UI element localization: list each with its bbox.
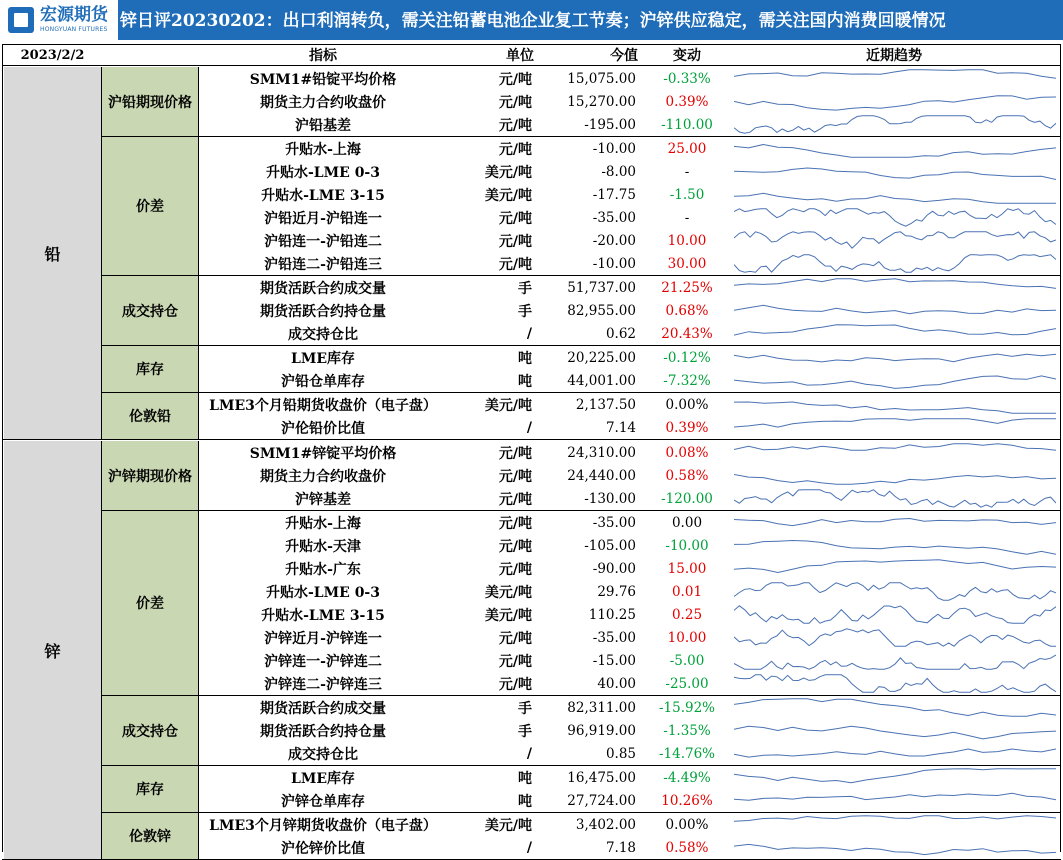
change-value: - bbox=[684, 163, 690, 180]
group-label: 成交持仓 bbox=[102, 696, 198, 765]
current-value: -10.00 bbox=[592, 140, 636, 157]
trend-sparkline bbox=[734, 416, 1056, 439]
trend-sparkline bbox=[734, 603, 1056, 626]
header-trend: 近期趋势 bbox=[866, 48, 922, 64]
metal-column-divider bbox=[101, 441, 102, 859]
current-value: -105.00 bbox=[584, 537, 636, 554]
trend-line bbox=[734, 749, 1056, 757]
unit-label: 吨 bbox=[518, 770, 532, 787]
unit-label: 元/吨 bbox=[498, 445, 532, 462]
current-value: 40.00 bbox=[597, 675, 636, 692]
indicator-name: 沪伦铅价比值 bbox=[281, 420, 365, 437]
unit-label: 美元/吨 bbox=[484, 397, 532, 414]
trend-sparkline bbox=[734, 742, 1056, 765]
indicator-name: LME3个月锌期货收盘价（电子盘） bbox=[209, 817, 437, 834]
change-value: -10.00 bbox=[665, 537, 709, 554]
current-value: -10.00 bbox=[592, 255, 636, 272]
indicator-name: SMM1#铅锭平均价格 bbox=[249, 71, 397, 88]
unit-label: 元/吨 bbox=[498, 94, 532, 111]
unit-label: 元/吨 bbox=[498, 117, 532, 134]
group-label: 成交持仓 bbox=[102, 276, 198, 345]
current-value: -15.00 bbox=[592, 652, 636, 669]
current-value: -35.00 bbox=[592, 514, 636, 531]
trend-line bbox=[734, 279, 1056, 289]
trend-line bbox=[734, 168, 1056, 180]
indicator-name: 升贴水-天津 bbox=[285, 538, 361, 555]
current-value: 24,440.00 bbox=[567, 467, 636, 484]
change-value: 0.39% bbox=[665, 93, 709, 110]
trend-sparkline bbox=[734, 137, 1056, 160]
trend-sparkline bbox=[734, 299, 1056, 322]
change-value: 10.26% bbox=[661, 792, 713, 809]
unit-label: 元/吨 bbox=[498, 468, 532, 485]
trend-line bbox=[734, 419, 1056, 427]
trend-sparkline bbox=[734, 557, 1056, 580]
trend-line bbox=[734, 629, 1056, 646]
trend-line bbox=[734, 70, 1056, 79]
current-value: 51,737.00 bbox=[567, 279, 636, 296]
change-value: 21.25% bbox=[661, 279, 713, 296]
trend-sparkline bbox=[734, 369, 1056, 392]
trend-sparkline bbox=[734, 276, 1056, 299]
change-value: -7.32% bbox=[663, 372, 711, 389]
unit-label: 美元/吨 bbox=[484, 817, 532, 834]
change-value: 0.68% bbox=[665, 302, 709, 319]
change-value: 0.25 bbox=[671, 606, 703, 623]
current-value: 7.14 bbox=[605, 419, 636, 436]
change-value: - bbox=[684, 209, 690, 226]
indicator-name: 沪铅仓单库存 bbox=[281, 373, 365, 390]
change-value: -0.12% bbox=[663, 349, 711, 366]
unit-label: 元/吨 bbox=[498, 515, 532, 532]
trend-line bbox=[734, 232, 1056, 248]
trend-line bbox=[734, 402, 1056, 413]
trend-sparkline bbox=[734, 464, 1056, 487]
current-value: 0.62 bbox=[605, 325, 636, 342]
trend-line bbox=[734, 726, 1056, 739]
change-value: 20.43% bbox=[661, 325, 713, 342]
trend-line bbox=[734, 844, 1056, 854]
trend-line bbox=[734, 560, 1056, 573]
trend-sparkline bbox=[734, 183, 1056, 206]
change-value: 0.58% bbox=[665, 467, 709, 484]
trend-line bbox=[734, 541, 1056, 555]
unit-label: / bbox=[526, 745, 532, 762]
indicator-name: 沪锌基差 bbox=[295, 491, 351, 508]
trend-line bbox=[734, 376, 1056, 389]
metal-label-zinc: 锌 bbox=[44, 642, 61, 661]
group-label: 沪铅期现价格 bbox=[102, 67, 198, 136]
trend-sparkline bbox=[734, 113, 1056, 136]
trend-line bbox=[734, 490, 1056, 507]
current-value: 27,724.00 bbox=[567, 792, 636, 809]
change-value: -5.00 bbox=[669, 652, 705, 669]
metal-block-divider bbox=[2, 439, 1061, 440]
trend-sparkline bbox=[734, 90, 1056, 113]
trend-sparkline bbox=[734, 719, 1056, 742]
current-value: -8.00 bbox=[601, 163, 636, 180]
unit-label: 元/吨 bbox=[498, 210, 532, 227]
current-value: 44,001.00 bbox=[567, 372, 636, 389]
change-value: 25.00 bbox=[667, 140, 707, 157]
trend-sparkline bbox=[734, 696, 1056, 719]
trend-sparkline bbox=[734, 206, 1056, 229]
indicator-name: 期货主力合约收盘价 bbox=[260, 94, 386, 111]
change-value: 0.00 bbox=[671, 514, 703, 531]
change-value: 0.39% bbox=[665, 419, 709, 436]
header-bottom-border bbox=[2, 65, 1061, 66]
trend-line bbox=[734, 96, 1056, 110]
change-value: -15.92% bbox=[658, 699, 716, 716]
trend-line bbox=[734, 193, 1056, 203]
indicator-name: SMM1#锌锭平均价格 bbox=[249, 445, 397, 462]
current-value: 16,475.00 bbox=[567, 769, 636, 786]
indicator-name: 沪铅连一-沪铅连二 bbox=[264, 233, 382, 250]
unit-label: 吨 bbox=[518, 350, 532, 367]
change-value: -110.00 bbox=[661, 116, 713, 133]
current-value: 96,919.00 bbox=[567, 722, 636, 739]
header-unit: 单位 bbox=[506, 48, 534, 64]
trend-sparkline bbox=[734, 487, 1056, 510]
indicator-name: 升贴水-LME 0-3 bbox=[266, 584, 380, 601]
trend-sparkline bbox=[734, 441, 1056, 464]
unit-label: 吨 bbox=[518, 793, 532, 810]
trend-line bbox=[734, 255, 1056, 272]
indicator-name: 沪铅近月-沪铅连一 bbox=[264, 210, 382, 227]
change-value: -25.00 bbox=[665, 675, 709, 692]
current-value: 7.18 bbox=[605, 839, 636, 856]
trend-line bbox=[734, 675, 1056, 692]
unit-label: 元/吨 bbox=[498, 71, 532, 88]
current-value: 3,402.00 bbox=[575, 816, 636, 833]
trend-line bbox=[734, 769, 1056, 783]
current-value: -17.75 bbox=[592, 186, 636, 203]
unit-label: 元/吨 bbox=[498, 538, 532, 555]
change-value: 0.08% bbox=[665, 444, 709, 461]
indicator-name: 沪锌连一-沪锌连二 bbox=[264, 653, 382, 670]
unit-label: 美元/吨 bbox=[484, 187, 532, 204]
current-value: 0.85 bbox=[605, 745, 636, 762]
current-value: 29.76 bbox=[597, 583, 636, 600]
unit-label: 手 bbox=[518, 280, 532, 297]
trend-sparkline bbox=[734, 672, 1056, 695]
change-value: 10.00 bbox=[667, 629, 707, 646]
header-change: 变动 bbox=[673, 48, 701, 64]
trend-sparkline bbox=[734, 836, 1056, 859]
current-value: 15,270.00 bbox=[567, 93, 636, 110]
group-label: 伦敦锌 bbox=[102, 813, 198, 859]
indicator-name: 升贴水-广东 bbox=[285, 561, 361, 578]
trend-sparkline bbox=[734, 626, 1056, 649]
indicator-name: 沪锌仓单库存 bbox=[281, 793, 365, 810]
change-value: 15.00 bbox=[667, 560, 707, 577]
change-value: -120.00 bbox=[661, 490, 713, 507]
group-column-divider bbox=[198, 441, 199, 859]
table-right-border bbox=[1060, 44, 1061, 852]
indicator-name: 沪铅连二-沪铅连三 bbox=[264, 256, 382, 273]
trend-sparkline bbox=[734, 346, 1056, 369]
trend-sparkline bbox=[734, 813, 1056, 836]
unit-label: 吨 bbox=[518, 373, 532, 390]
indicator-name: 升贴水-上海 bbox=[285, 515, 361, 532]
logo-english-text: HONGYUAN FUTURES bbox=[40, 26, 108, 33]
unit-label: 元/吨 bbox=[498, 676, 532, 693]
group-label: 库存 bbox=[102, 346, 198, 392]
indicator-name: 沪伦锌价比值 bbox=[281, 840, 365, 857]
header-value: 今值 bbox=[610, 48, 638, 64]
indicator-name: 成交持仓比 bbox=[288, 746, 358, 763]
unit-label: / bbox=[526, 419, 532, 436]
current-value: -90.00 bbox=[592, 560, 636, 577]
current-value: 82,311.00 bbox=[567, 699, 636, 716]
trend-sparkline bbox=[734, 649, 1056, 672]
indicator-name: LME3个月铅期货收盘价（电子盘） bbox=[209, 397, 437, 414]
trend-line bbox=[734, 816, 1056, 821]
trend-sparkline bbox=[734, 511, 1056, 534]
change-value: -0.33% bbox=[663, 70, 711, 87]
unit-label: 美元/吨 bbox=[484, 164, 532, 181]
trend-sparkline bbox=[734, 393, 1056, 416]
indicator-name: LME库存 bbox=[290, 350, 355, 367]
header-indicator: 指标 bbox=[309, 48, 337, 64]
trend-line bbox=[734, 655, 1056, 669]
unit-label: / bbox=[526, 325, 532, 342]
trend-line bbox=[734, 475, 1056, 485]
unit-label: 美元/吨 bbox=[484, 584, 532, 601]
trend-line bbox=[734, 699, 1056, 716]
unit-label: 手 bbox=[518, 303, 532, 320]
indicator-name: 成交持仓比 bbox=[288, 326, 358, 343]
current-value: -195.00 bbox=[584, 116, 636, 133]
indicator-name: 沪铅基差 bbox=[295, 117, 351, 134]
trend-sparkline bbox=[734, 322, 1056, 345]
indicator-name: 期货活跃合约持仓量 bbox=[260, 303, 386, 320]
change-value: 0.58% bbox=[665, 839, 709, 856]
report-title: 锌日评20230202：出口利润转负，需关注铅蓄电池企业复工节奏；沪锌供应稳定，需关注国内消费回暖情况 bbox=[120, 11, 946, 31]
unit-label: 元/吨 bbox=[498, 233, 532, 250]
group-label: 价差 bbox=[102, 511, 198, 695]
trend-line bbox=[734, 606, 1056, 623]
trend-line bbox=[734, 305, 1056, 314]
current-value: 82,955.00 bbox=[567, 302, 636, 319]
unit-label: 手 bbox=[518, 723, 532, 740]
trend-sparkline bbox=[734, 580, 1056, 603]
change-value: 10.00 bbox=[667, 232, 707, 249]
trend-line bbox=[734, 793, 1056, 800]
unit-label: 美元/吨 bbox=[484, 607, 532, 624]
trend-line bbox=[734, 209, 1056, 226]
change-value: 0.00% bbox=[665, 816, 709, 833]
group-label: 沪锌期现价格 bbox=[102, 441, 198, 510]
trend-sparkline bbox=[734, 160, 1056, 183]
trend-sparkline bbox=[734, 229, 1056, 252]
current-value: 15,075.00 bbox=[567, 70, 636, 87]
unit-label: 元/吨 bbox=[498, 630, 532, 647]
trend-sparkline bbox=[734, 252, 1056, 275]
current-value: -35.00 bbox=[592, 629, 636, 646]
current-value: 20,225.00 bbox=[567, 349, 636, 366]
change-value: 30.00 bbox=[667, 255, 707, 272]
logo-chinese-text: 宏源期货 bbox=[40, 5, 108, 25]
indicator-name: LME库存 bbox=[290, 770, 355, 787]
current-value: 110.25 bbox=[588, 606, 636, 623]
indicator-name: 沪锌近月-沪锌连一 bbox=[264, 630, 382, 647]
trend-line bbox=[734, 444, 1056, 451]
trend-line bbox=[734, 145, 1056, 158]
unit-label: 元/吨 bbox=[498, 256, 532, 273]
indicator-name: 升贴水-LME 3-15 bbox=[261, 187, 385, 204]
change-value: -1.50 bbox=[669, 186, 705, 203]
trend-sparkline bbox=[734, 789, 1056, 812]
trend-line bbox=[734, 519, 1056, 526]
unit-label: 元/吨 bbox=[498, 141, 532, 158]
group-label: 库存 bbox=[102, 766, 198, 812]
current-value: 2,137.50 bbox=[575, 396, 636, 413]
metal-column-divider bbox=[101, 67, 102, 439]
header-top-border bbox=[2, 44, 1061, 45]
unit-label: 元/吨 bbox=[498, 561, 532, 578]
group-column-divider bbox=[198, 67, 199, 439]
trend-sparkline bbox=[734, 67, 1056, 90]
unit-label: 元/吨 bbox=[498, 653, 532, 670]
trend-sparkline bbox=[734, 534, 1056, 557]
trend-line bbox=[734, 325, 1056, 335]
indicator-name: 期货活跃合约成交量 bbox=[260, 700, 386, 717]
change-value: -4.49% bbox=[663, 769, 711, 786]
change-value: -1.35% bbox=[663, 722, 711, 739]
indicator-name: 升贴水-LME 3-15 bbox=[261, 607, 385, 624]
indicator-name: 期货活跃合约成交量 bbox=[260, 280, 386, 297]
current-value: 24,310.00 bbox=[567, 444, 636, 461]
indicator-name: 期货主力合约收盘价 bbox=[260, 468, 386, 485]
metal-label-lead: 铅 bbox=[44, 245, 61, 264]
change-value: 0.00% bbox=[665, 396, 709, 413]
current-value: -130.00 bbox=[584, 490, 636, 507]
table-left-border bbox=[2, 44, 3, 852]
trend-line bbox=[734, 116, 1056, 133]
trend-line bbox=[734, 354, 1056, 362]
header-date: 2023/2/2 bbox=[20, 47, 85, 63]
trend-line bbox=[734, 583, 1056, 600]
indicator-name: 期货活跃合约持仓量 bbox=[260, 723, 386, 740]
unit-label: / bbox=[526, 839, 532, 856]
change-value: 0.01 bbox=[671, 583, 703, 600]
indicator-name: 沪锌连二-沪锌连三 bbox=[264, 676, 382, 693]
unit-label: 元/吨 bbox=[498, 491, 532, 508]
group-label: 价差 bbox=[102, 137, 198, 275]
unit-label: 手 bbox=[518, 700, 532, 717]
change-value: -14.76% bbox=[658, 745, 716, 762]
trend-sparkline bbox=[734, 766, 1056, 789]
indicator-name: 升贴水-LME 0-3 bbox=[266, 164, 380, 181]
current-value: -35.00 bbox=[592, 209, 636, 226]
current-value: -20.00 bbox=[592, 232, 636, 249]
indicator-name: 升贴水-上海 bbox=[285, 141, 361, 158]
group-label: 伦敦铅 bbox=[102, 393, 198, 439]
